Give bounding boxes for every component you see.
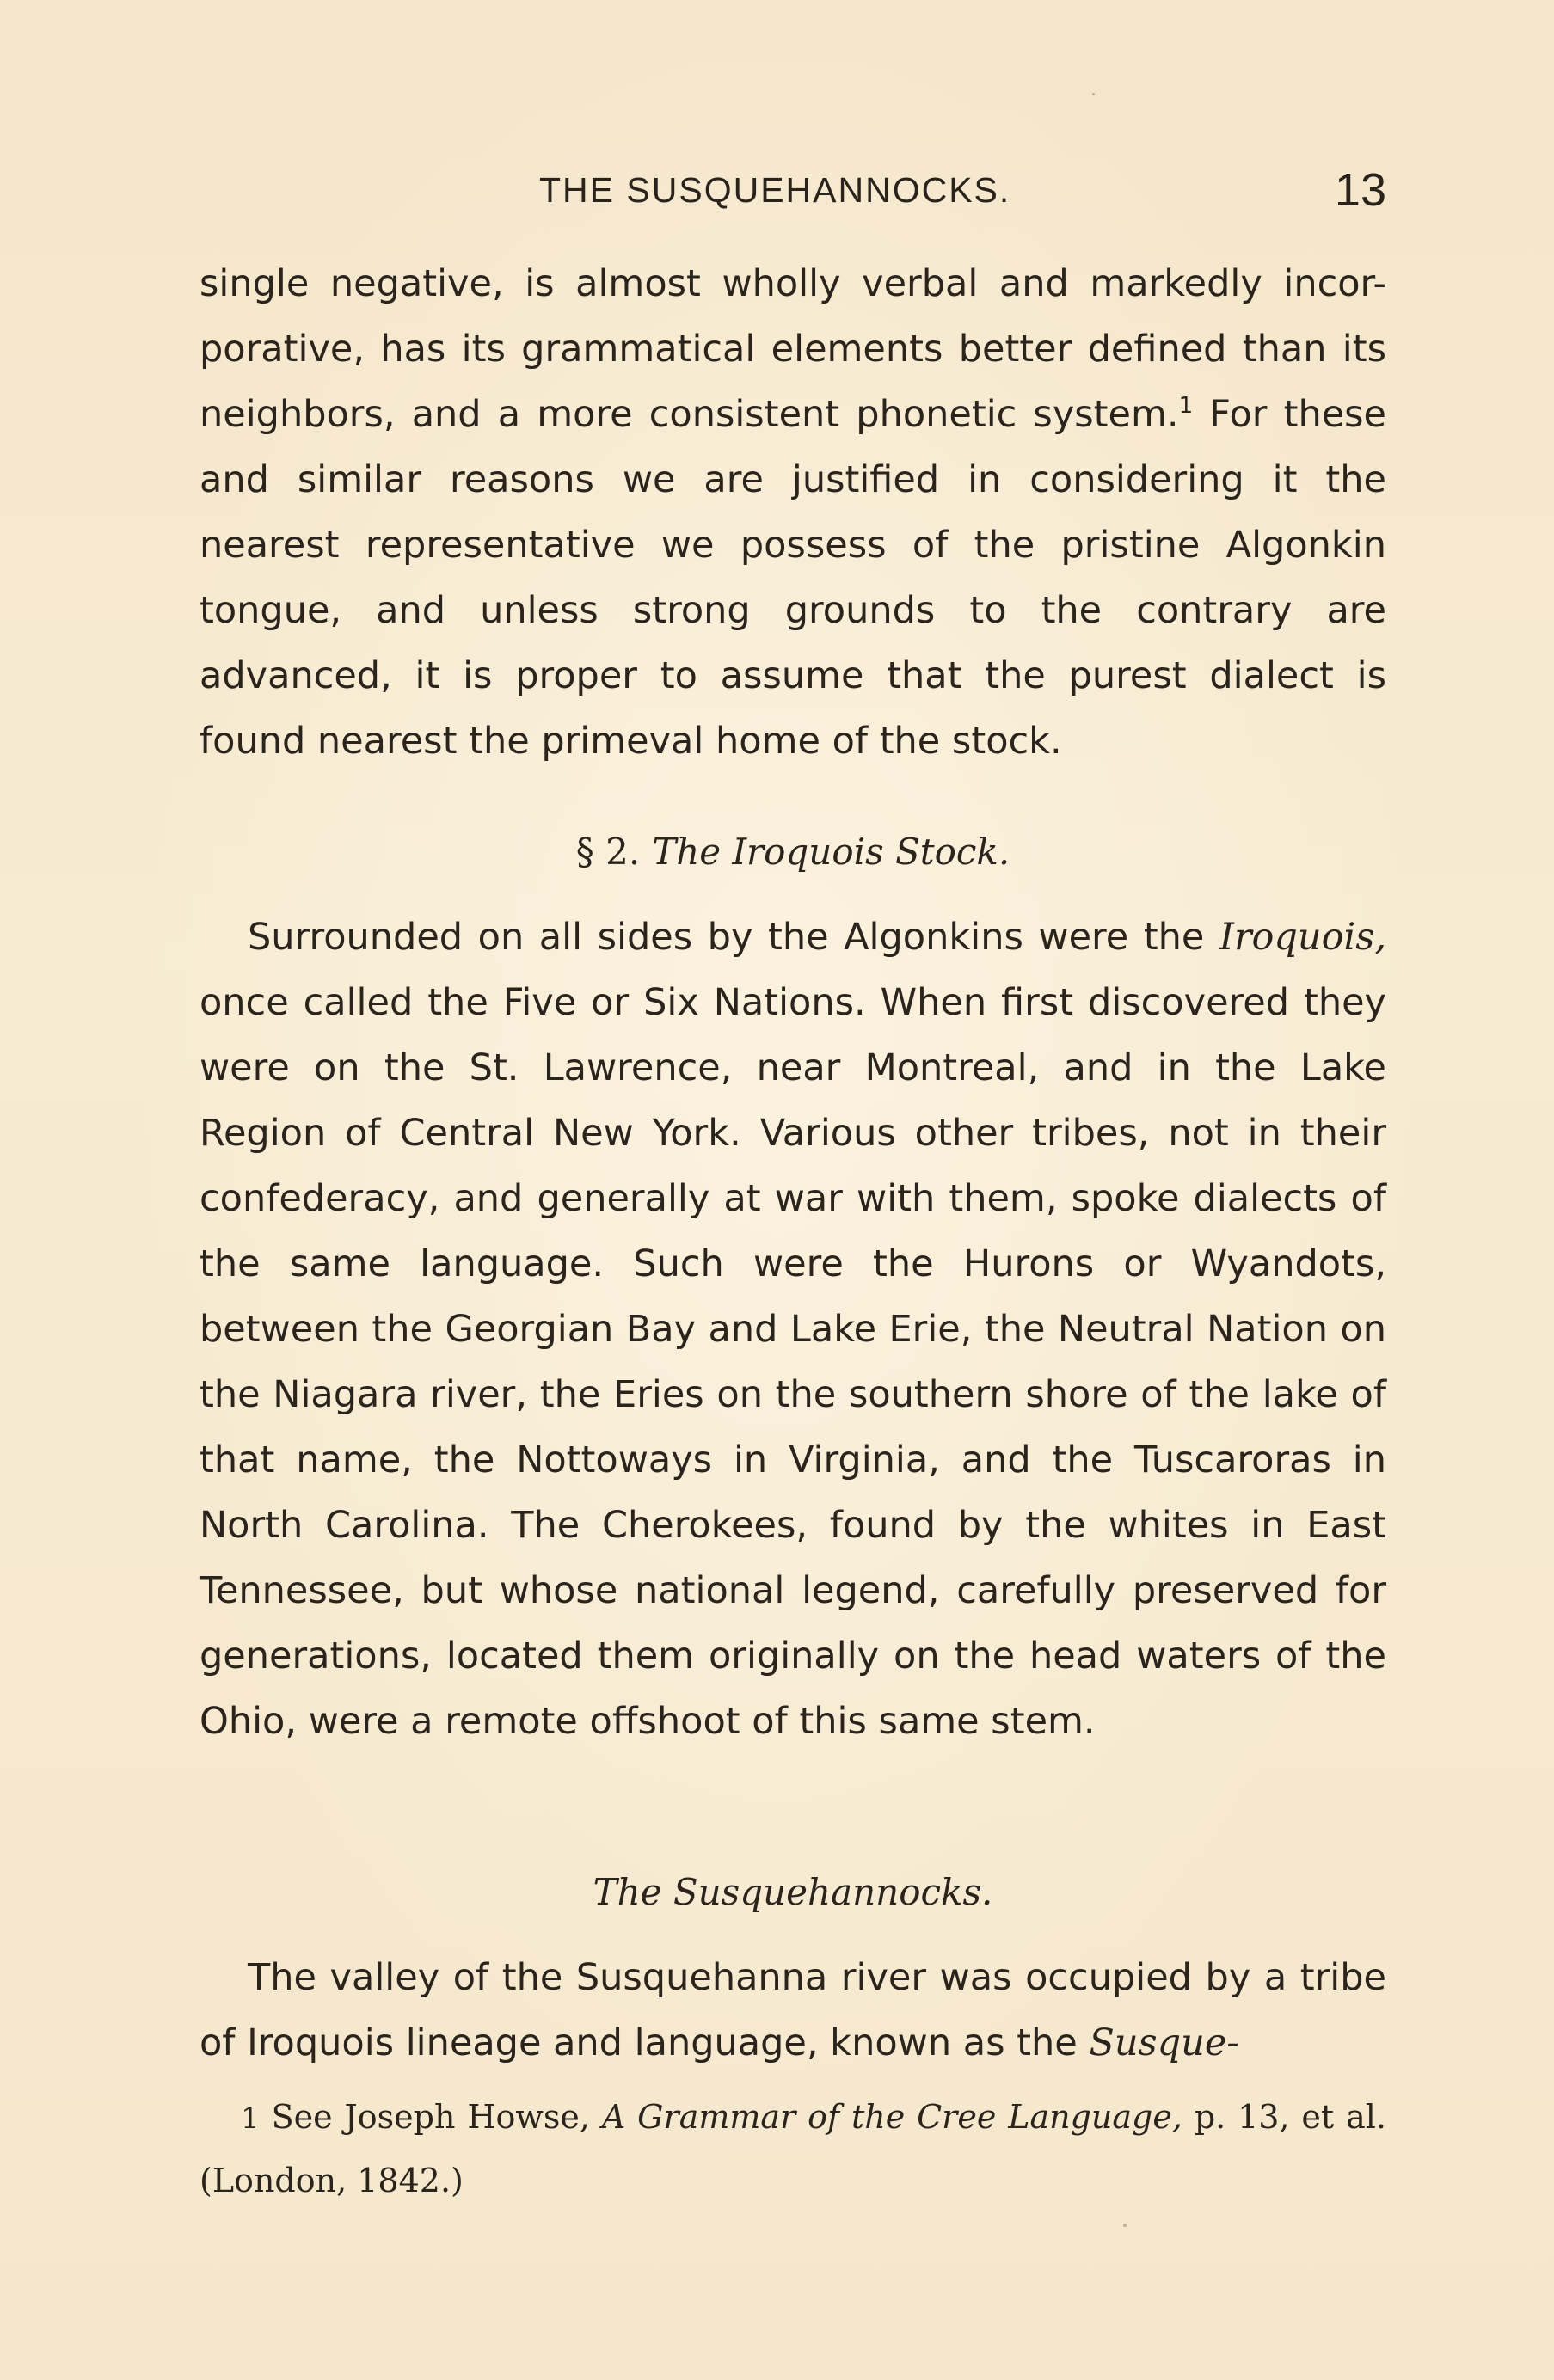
- paragraph-2: [200, 905, 1386, 1754]
- running-head: THE SUSQUEHANNOCKS.: [539, 170, 1011, 210]
- section-title: The Iroquois Stock.: [652, 831, 1010, 873]
- paragraph-1: [200, 251, 1386, 774]
- paragraph-2-tail: once called the Five or Six Nations. When first discovered they were on the St. Lawrence, near Montreal, and in the Lake Region of Central New York. Various other tribes, not in their confederacy, and generally at war with them, spoke dialects of the same language. Such were the Hurons or Wyandots, between the Georgian Bay and Lake Erie, the Neutral Nation on the Niagara river, the Eries on the southern shore of the lake of that name, the Nottoways in Virginia, and the Tuscaroras in North Carolina. The Cherokees, found by the whites in East Tennessee, but whose national legend, carefully preserved for generations, located them originally on the head waters of the Ohio, were a remote offshoot of this same stem.: [200, 981, 1386, 1743]
- section-mark: § 2.: [575, 831, 641, 873]
- footnote-reference: 1: [1178, 393, 1194, 419]
- paragraph-3: [200, 1945, 1386, 2076]
- paragraph-1-lead: single negative, is almost wholly verbal and markedly incor-porative, has its grammatical elements better defined than its neighbors, and a more consistent phonetic system.: [200, 262, 1386, 436]
- italic-term-susque: Susque-: [1089, 2021, 1239, 2064]
- section-heading-iroquois: [200, 831, 1386, 873]
- page-header: [200, 163, 1386, 224]
- footnote-mark: 1: [241, 2101, 260, 2136]
- section-heading-susquehannocks: [200, 1871, 1386, 1913]
- footnote: [200, 2086, 1386, 2211]
- footnote-title: A Grammar of the Cree Language,: [601, 2098, 1182, 2136]
- paper-speck: [1092, 93, 1095, 95]
- italic-term-iroquois: Iroquois,: [1219, 916, 1386, 959]
- paragraph-2-lead: Surrounded on all sides by the Algonkins were the: [248, 916, 1219, 959]
- section-title: The Susquehannocks.: [593, 1871, 993, 1913]
- paragraph-1-tail: For these and similar reasons we are justified in considering it the nearest representative we possess of the pristine Algonkin tongue, and unless strong grounds to the contrary are advanced, it is proper to assume that the purest dialect is found nearest the primeval home of the stock.: [200, 393, 1387, 763]
- page-number: 13: [1334, 164, 1386, 216]
- paragraph-3-lead: The valley of the Susquehanna river was occupied by a tribe of Iroquois lineage and language, known as the: [200, 1956, 1386, 2064]
- footnote-lead: See Joseph Howse,: [271, 2098, 602, 2136]
- footnote-tail: p. 13, et al. (London, 1842.): [200, 2098, 1386, 2199]
- paper-speck: [1123, 2224, 1127, 2227]
